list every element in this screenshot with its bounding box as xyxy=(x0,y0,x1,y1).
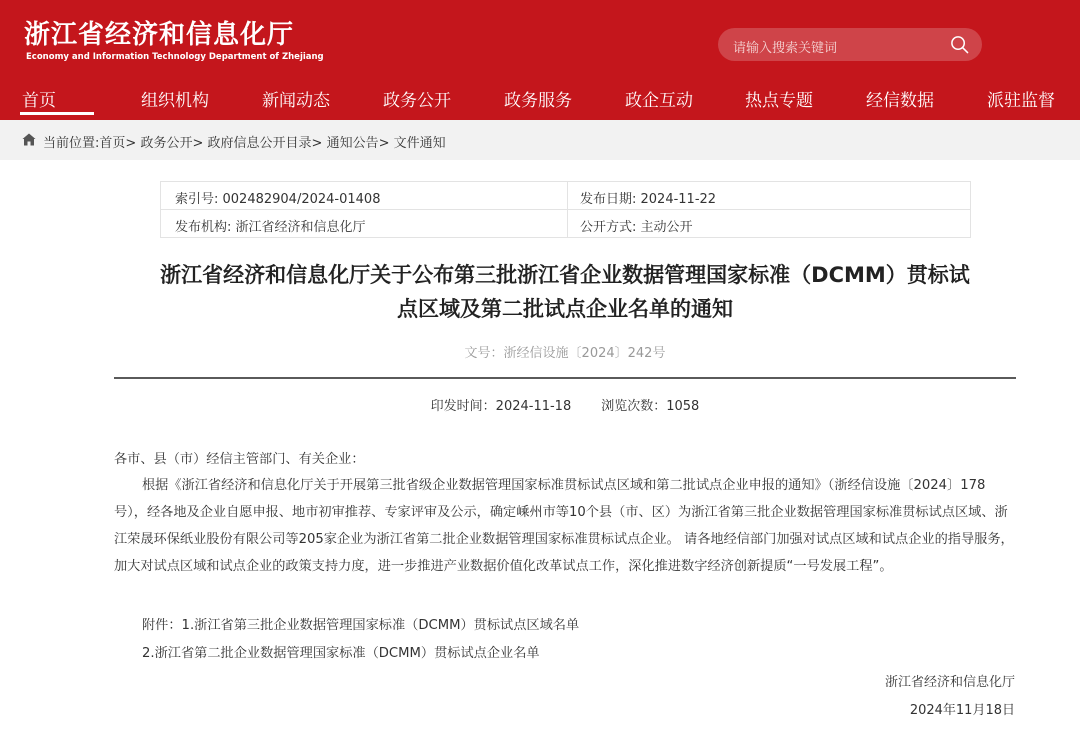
breadcrumb-separator: > xyxy=(192,136,204,151)
view-count: 浏览次数：1058 xyxy=(601,399,700,414)
main-nav xyxy=(0,80,1080,120)
site-logo-subtitle: Economy and Information Technology Department of Zhejiang xyxy=(26,52,324,62)
document-info-table xyxy=(160,181,971,238)
nav-item-hot-topics[interactable]: 热点专题 xyxy=(745,91,813,111)
site-header xyxy=(0,0,1080,120)
breadcrumb-trail xyxy=(43,132,446,151)
home-icon xyxy=(22,133,36,146)
body-paragraph: 根据《浙江省经济和信息化厅关于开展第三批省级企业数据管理国家标准贯标试点区域和第二批试点企业申报的通知》（浙经信设施〔2024〕178号），经各地及企业自愿申报、地市初审推荐、专家评审及公示，确定嵊州市等10个县（市、区）为浙江省第三批企业数据管理国家标准贯标试点区域、浙江荣晟环保纸业股份有限公司等205家企业为浙江省第二批企业数据管理国家标准贯标试点企业。 请各地经信部门加强对试点区域和试点企业的指导服务，加大对试点区域和试点企业的政策支持力度，进一步推进产业数据价值化改革试点工作，深化推进数字经济创新提质“一号发展工程”。 xyxy=(114,478,1014,574)
search-box[interactable] xyxy=(718,28,982,61)
article-title-line: 浙江省经济和信息化厅关于公布第三批浙江省企业数据管理国家标准（DCMM）贯标试 xyxy=(160,263,970,287)
attachment-link-1[interactable]: 附件：1.浙江省第三批企业数据管理国家标准（DCMM）贯标试点区域名单 xyxy=(142,618,580,633)
info-publisher: 发布机构: 浙江省经济和信息化厅 xyxy=(175,220,366,235)
info-divider xyxy=(567,182,568,237)
article-meta xyxy=(100,395,1030,414)
article-title xyxy=(100,258,1030,326)
greeting: 各市、县（市）经信主管部门、有关企业： xyxy=(114,452,365,467)
breadcrumb-separator: > xyxy=(125,136,137,151)
nav-item-interaction[interactable]: 政企互动 xyxy=(625,91,693,111)
document-number: 文号：浙经信设施〔2024〕242号 xyxy=(464,346,666,361)
nav-item-supervision[interactable]: 派驻监督 xyxy=(987,91,1055,111)
search-icon[interactable] xyxy=(950,35,969,54)
nav-item-organization[interactable]: 组织机构 xyxy=(141,91,209,111)
info-row xyxy=(161,210,970,238)
print-time: 印发时间：2024-11-18 xyxy=(430,399,572,414)
breadcrumb-separator: > xyxy=(311,136,323,151)
nav-item-home[interactable]: 首页 xyxy=(22,91,56,111)
info-index-number: 索引号: 002482904/2024-01408 xyxy=(175,192,381,207)
nav-item-data[interactable]: 经信数据 xyxy=(866,91,934,111)
nav-item-news[interactable]: 新闻动态 xyxy=(262,91,330,111)
info-row xyxy=(161,182,970,210)
breadcrumb-item-documents[interactable]: 文件通知 xyxy=(393,136,446,151)
attachment-link-2[interactable]: 2.浙江省第二批企业数据管理国家标准（DCMM）贯标试点企业名单 xyxy=(142,646,540,661)
breadcrumb-item-gov-affairs[interactable]: 政务公开 xyxy=(140,136,193,151)
signature: 浙江省经济和信息化厅 xyxy=(884,675,1015,690)
info-publish-date: 发布日期: 2024-11-22 xyxy=(580,192,717,207)
breadcrumb-item-notices[interactable]: 通知公告 xyxy=(326,136,379,151)
nav-active-indicator xyxy=(20,112,94,115)
search-input[interactable]: 请输入搜索关键词 xyxy=(733,41,838,56)
breadcrumb-separator: > xyxy=(378,136,390,151)
site-logo-title[interactable]: 浙江省经济和信息化厅 xyxy=(24,20,295,50)
info-disclosure-method: 公开方式: 主动公开 xyxy=(580,220,693,235)
breadcrumb-prefix: 当前位置: xyxy=(43,136,100,151)
breadcrumb-item-catalog[interactable]: 政府信息公开目录 xyxy=(207,136,312,151)
breadcrumb-item-home[interactable]: 首页 xyxy=(99,136,126,151)
title-divider xyxy=(114,377,1016,379)
nav-item-gov-affairs[interactable]: 政务公开 xyxy=(383,91,451,111)
breadcrumb xyxy=(0,120,1080,160)
article-title-line: 点区域及第二批试点企业名单的通知 xyxy=(397,297,733,321)
sign-date: 2024年11月18日 xyxy=(909,703,1015,718)
nav-item-gov-services[interactable]: 政务服务 xyxy=(504,91,572,111)
